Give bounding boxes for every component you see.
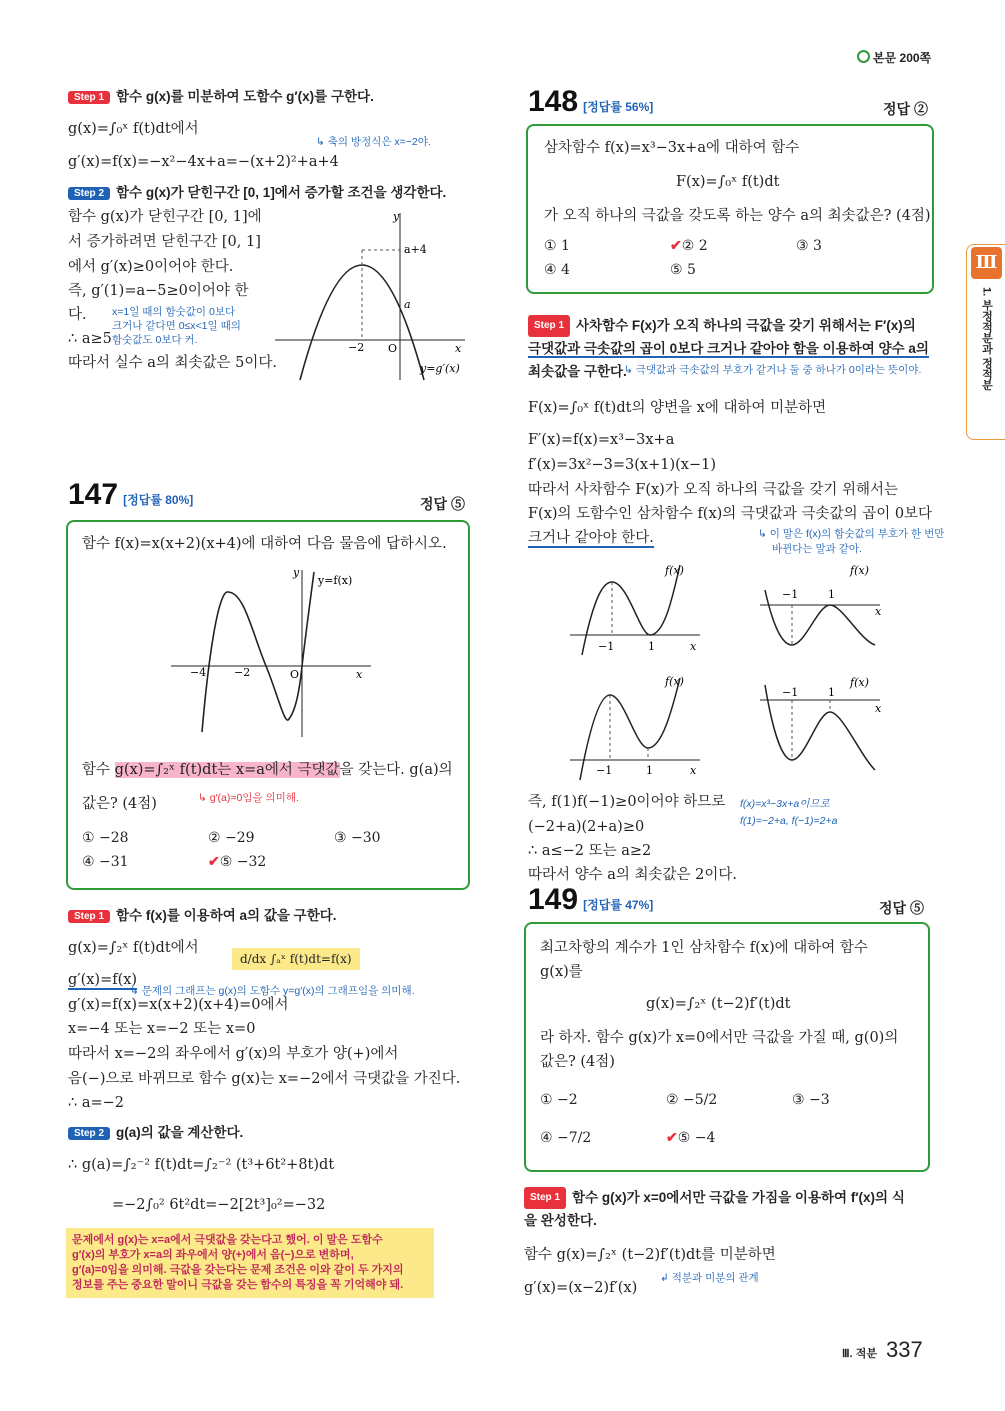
problem-number: 147 [68,478,119,511]
problem-149-box [524,922,930,1172]
step-line: 최솟값을 구한다. [528,364,627,379]
eq-line: g(x)=∫₀ˣ f(t)dt에서 [68,121,199,137]
question-line: 값은? (4점) [540,1054,615,1070]
option-4[interactable]: ④ −31 [82,854,129,870]
problem-147-box [66,520,470,890]
question-line: 함수 g(x)=∫₂ˣ f(t)dt는 x=a에서 극댓값을 갖는다. g(a)의 [82,762,453,778]
question-line: 최고차항의 계수가 1인 삼차함수 f(x)에 대하여 함수 [540,940,868,956]
svg-text:f(x): f(x) [850,564,869,577]
option-4[interactable]: ④ −7/2 [540,1130,592,1146]
question-line: 가 오직 하나의 극값을 갖도록 하는 양수 a의 최솟값은? (4점) [544,208,931,224]
text-line: 함수 g(x)가 닫힌구간 [0, 1]에 [68,209,262,225]
svg-text:−1: −1 [596,764,613,777]
cubic-graph [166,562,376,742]
formula-tip: d/dx ∫ₐˣ f(t)dt=f(x) [232,948,360,970]
cubic-sign-graphs [560,560,930,785]
page-number: 337 [886,1337,923,1362]
svg-text:f(x): f(x) [850,676,869,689]
answer-label: 정답 ② [883,101,928,117]
option-3[interactable]: ③ 3 [796,238,822,254]
problem-number: 148 [528,85,579,118]
svg-text:f(x): f(x) [665,675,684,688]
axis-x-label: x [356,668,363,681]
highlight: g(x)=∫₂ˣ f(t)dt는 x=a에서 극댓값 [114,762,340,778]
step2-badge: Step 2 [68,1127,110,1140]
eq-line: ∴ a≤−2 또는 a≥2 [528,843,652,859]
svg-text:1: 1 [828,588,835,601]
text-line: 따라서 사차함수 F(x)가 오직 하나의 극값을 갖기 위해서는 [528,482,898,498]
label-top: a+4 [404,243,427,256]
question-line: 함수 f(x)=x(x+2)(x+4)에 대하여 다음 물음에 답하시오. [82,536,447,552]
step-line: 극댓값과 극솟값의 곱이 0보다 크거나 같아야 함을 이용하여 양수 a의 [528,341,929,356]
step-line: Step 1 함수 g(x)가 x=0에서만 극값을 가짐을 이용하여 f′(x)의 식 [524,1187,905,1209]
question-line: 값은? (4점) [82,796,157,812]
option-1[interactable]: ① −28 [82,830,129,846]
eq-line: g′(x)=f(x)=x(x+2)(x+4)=0에서 [68,997,289,1013]
axis-y-label: y [393,210,400,223]
option-3[interactable]: ③ −30 [334,830,381,846]
graph-both-negative [760,676,882,770]
left-top-solution [68,85,374,105]
eq-line: =−2∫₀² 6t²dt=−2[2t³]₀²=−32 [112,1197,326,1213]
sign-change-note: ↳ 이 말은 f(x)의 함숫값의 부호가 한 번만 바뀐다는 말과 같아. [758,528,945,555]
option-3[interactable]: ③ −3 [792,1092,830,1108]
option-2[interactable]: ② −5/2 [666,1092,718,1108]
svg-text:x: x [875,702,882,715]
footer-section: Ⅲ. 적분 [842,1348,877,1360]
graph-max-zero [760,564,882,645]
correct-rate: [정답률 47%] [583,898,654,912]
question-line: 삼차함수 f(x)=x³−3x+a에 대하여 함수 [544,140,800,156]
text-line: 음(−)으로 바뀌므로 함수 g(x)는 x=−2에서 극댓값을 가진다. [68,1071,461,1087]
step1-title: 함수 f(x)를 이용하여 a의 값을 구한다. [116,908,337,923]
eq-line: 함수 g(x)=∫₂ˣ (t−2)f′(t)dt를 미분하면 [524,1247,776,1263]
eq-line: g′(x)=(x−2)f′(x) [524,1280,638,1296]
label-o: O [388,342,398,355]
eq-line: f′(x)=3x²−3=3(x+1)(x−1) [528,457,716,473]
option-2[interactable]: ✔② 2 [670,238,708,254]
step1-badge: Step 1 [528,315,570,337]
question-line: g(x)를 [540,964,583,980]
page-reference: 본문 200쪽 [857,49,931,66]
option-5[interactable]: ✔⑤ −4 [666,1130,716,1146]
label-m2: −2 [234,666,251,679]
eq-line: F′(x)=f(x)=x³−3x+a [528,432,675,448]
answer-label: 정답 ⑤ [420,496,465,512]
curve-label: y=g′(x) [420,362,460,375]
eq-line: g′(x)=f(x) [68,972,138,988]
eq-line: 즉, f(1)f(−1)≥0이어야 하므로 [528,794,726,810]
f-value-note: f(x)=x³−3x+a이므로 f(1)=−2+a, f(−1)=2+a [740,798,838,827]
text-line: F(x)의 도함수인 삼차함수 f(x)의 극댓값과 극솟값의 곱이 0보다 [528,506,933,522]
step1-title: 함수 g(x)를 미분하여 도함수 g′(x)를 구한다. [116,89,374,104]
step-line: 을 완성한다. [524,1213,597,1228]
eq-line: g(x)=∫₂ˣ f(t)dt에서 [68,940,199,956]
svg-text:x: x [690,764,697,777]
text-line: 서 증가하려면 닫힌구간 [0, 1] [68,234,261,250]
correct-rate: [정답률 80%] [123,493,194,507]
parabola-graph [270,205,475,385]
label-m2: −2 [348,341,365,354]
answer-label: 정답 ⑤ [879,900,924,916]
correct-rate: [정답률 56%] [583,100,654,114]
chapter-title: 1. 부정적분과 정적분 [980,287,993,391]
axis-x-label: x [455,342,462,355]
eq-line: 따라서 양수 a의 최솟값은 2이다. [528,867,737,883]
step2-title: g(a)의 값을 계산한다. [116,1125,244,1140]
graph-both-positive [570,675,700,780]
text-line: 즉, g′(1)=a−5≥0이어야 한 [68,283,249,299]
check-icon: ✔ [208,854,220,870]
x1-note: x=1일 때의 함숫값이 0보다 크거나 같다면 0≤x<1일 때의 함숫값도 0보다 커. [112,306,241,346]
svg-text:−1: −1 [782,588,799,601]
eq-line: F(x)=∫₀ˣ f(t)dt의 양변을 x에 대하여 미분하면 [528,400,827,416]
option-5[interactable]: ⑤ 5 [670,262,696,278]
eq-line: g′(x)=f(x)=−x²−4x+a=−(x+2)²+a+4 [68,154,339,170]
chapter-side-tab [966,244,1005,440]
problem-148-header [528,85,653,119]
step1-badge: Step 1 [68,91,110,104]
step1-badge: Step 1 [68,910,110,923]
eq-line: (−2+a)(2+a)≥0 [528,819,645,835]
eq-line: ∴ a=−2 [68,1095,125,1111]
option-2[interactable]: ② −29 [208,830,255,846]
svg-text:x: x [875,605,882,618]
sign-note: ↳ 극댓값과 극솟값의 부호가 같거나 둘 중 하나가 0이라는 뜻이야. [624,364,922,376]
svg-text:1: 1 [828,686,835,699]
problem-148-box [526,124,934,294]
svg-text:−1: −1 [782,686,799,699]
svg-text:1: 1 [648,640,655,653]
question-line: 라 하자. 함수 g(x)가 x=0에서만 극값을 가질 때, g(0)의 [540,1030,899,1046]
label-a: a [404,298,411,311]
step1-badge: Step 1 [524,1187,566,1209]
question-formula: g(x)=∫₂ˣ (t−2)f′(t)dt [646,996,791,1012]
condition-note: ↳ g′(a)=0임을 의미해. [198,792,299,804]
graph-min-zero [570,564,700,655]
svg-text:−1: −1 [598,640,615,653]
axis-y-label: y [293,566,300,579]
axis-note: ↳ 축의 방정식은 x=−2야. [316,136,431,148]
text-line: 크거나 같아야 한다. [528,530,654,546]
curve-label: y=f(x) [318,574,353,587]
label-m4: −4 [190,666,207,679]
option-5[interactable]: ✔⑤ −32 [208,854,267,870]
svg-text:1: 1 [646,764,653,777]
page-footer [842,1337,923,1363]
text-line: 에서 g′(x)≥0이어야 한다. [68,259,234,275]
step2-badge: Step 2 [68,187,110,200]
step2-title: 함수 g(x)가 닫힌구간 [0, 1]에서 증가할 조건을 생각한다. [116,185,447,200]
eq-line: x=−4 또는 x=−2 또는 x=0 [68,1021,256,1037]
option-4[interactable]: ④ 4 [544,262,570,278]
svg-text:x: x [690,640,697,653]
svg-text:f(x): f(x) [665,564,684,577]
problem-number: 149 [528,883,579,916]
eq-line: ∴ g(a)=∫₂⁻² f(t)dt=∫₂⁻² (t³+6t²+8t)dt [68,1157,335,1173]
chapter-number-badge: Ⅲ [971,247,1002,279]
tip-box: 문제에서 g(x)는 x=a에서 극댓값을 갖는다고 했어. 이 말은 도함수 g′(x)의 부호가 x=a의 좌우에서 양(+)에서 음(−)으로 변하며, g′(a)=0임을 의미해. 극값을 갖는다는 문제 조건은 이와 같이 두 가지의 정보를 주는 중요한 말이니 극값을 갖는 함수의 특징을 꼭 기억해야 돼. [66,1228,434,1298]
problem-147-header [68,478,193,512]
option-1[interactable]: ① 1 [544,238,570,254]
text-line: 따라서 실수 a의 최솟값은 5이다. [68,355,277,371]
label-o: O [290,668,300,681]
check-icon: ✔ [670,238,682,254]
text-line: 따라서 x=−2의 좌우에서 g′(x)의 부호가 양(+)에서 [68,1046,399,1062]
text-line: ∴ a≥5 [68,331,112,347]
graph-note: ↳ 문제의 그래프는 g(x)의 도함수 y=g′(x)의 그래프임을 의미해. [130,985,415,997]
problem-149-header [528,883,653,917]
option-1[interactable]: ① −2 [540,1092,578,1108]
text-line: 다. [68,307,87,323]
question-formula: F(x)=∫₀ˣ f(t)dt [676,174,780,190]
circle-icon [857,50,870,63]
check-icon: ✔ [666,1130,678,1146]
step-line: Step 1 사차함수 F(x)가 오직 하나의 극값을 갖기 위해서는 F′(x)의 [528,315,916,337]
relation-note: ↲ 적분과 미분의 관계 [660,1272,759,1284]
